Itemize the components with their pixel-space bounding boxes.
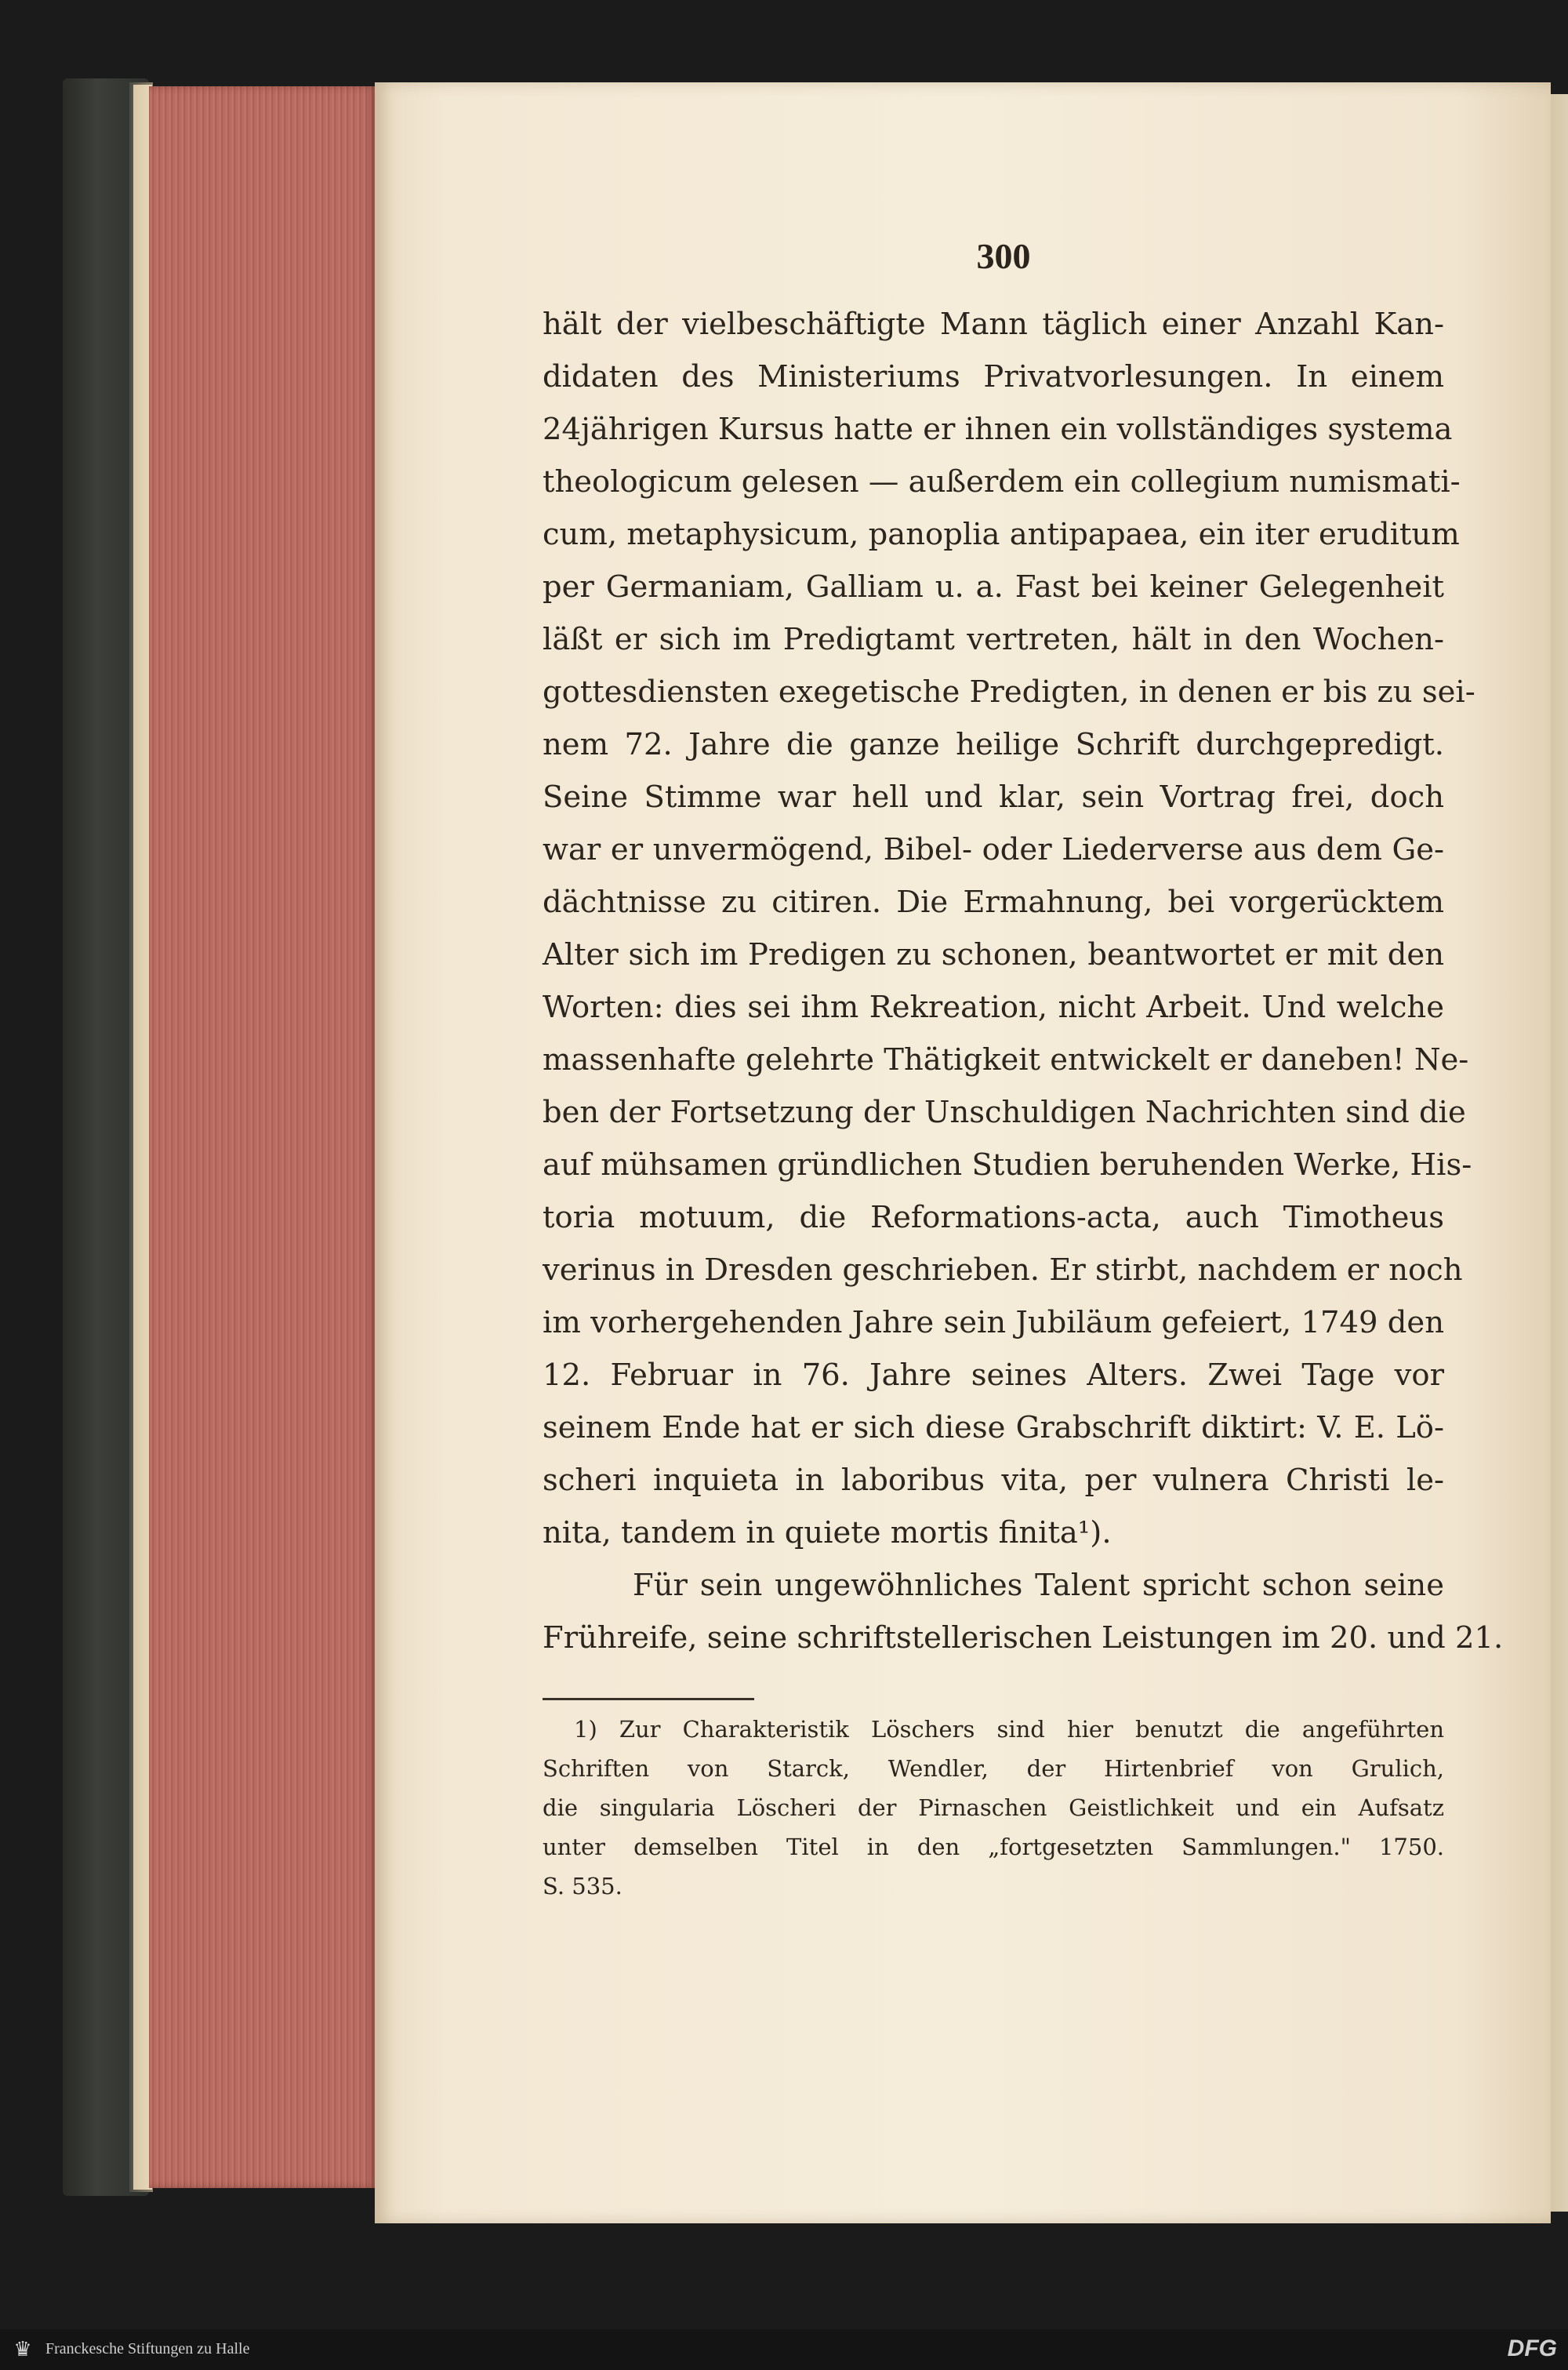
footnote-line: 1) Zur Charakteristik Löschers sind hier benutzt die angeführten [574,1716,1444,1743]
body-line: dächtnisse zu citiren. Die Ermahnung, bei vorgerücktem [543,885,1444,920]
body-line: scheri inquieta in laboribus vita, per vulnera Christi le- [543,1463,1444,1498]
footnote-line: Schriften von Starck, Wendler, der Hirtenbrief von Grulich, [543,1755,1444,1782]
body-line: Frühreife, seine schriftstellerischen Leistungen im 20. und 21. [543,1620,1504,1656]
body-line: per Germaniam, Galliam u. a. Fast bei keiner Gelegenheit [543,569,1444,605]
body-line: nita, tandem in quiete mortis finita¹). [543,1515,1112,1550]
body-line: Seine Stimme war hell und klar, sein Vortrag frei, doch [543,780,1444,815]
body-text [543,298,1504,1664]
body-line: hält der vielbeschäftigte Mann täglich einer Anzahl Kan- [543,307,1444,342]
body-line: war er unvermögend, Bibel- oder Liederverse aus dem Ge- [543,832,1444,867]
body-line: läßt er sich im Predigtamt vertreten, hält in den Wochen- [543,622,1444,657]
body-line: theologicum gelesen — außerdem ein collegium numismati- [543,464,1461,500]
red-page-edges [149,86,376,2188]
body-line: Alter sich im Predigen zu schonen, beantwortet er mit den [543,937,1444,972]
body-line: 12. Februar in 76. Jahre seines Alters. Zwei Tage vor [543,1358,1444,1393]
body-line: toria motuum, die Reformations-acta, auch Timotheus [543,1200,1444,1235]
body-line: didaten des Ministeriums Privatvorlesungen. In einem [543,359,1444,394]
body-line: seinem Ende hat er sich diese Grabschrift diktirt: V. E. Lö- [543,1410,1444,1445]
body-line: im vorhergehenden Jahre sein Jubiläum gefeiert, 1749 den [543,1305,1444,1340]
body-line: massenhafte gelehrte Thätigkeit entwickelt er daneben! Ne- [543,1042,1469,1078]
body-line: Für sein ungewöhnliches Talent spricht schon seine [633,1568,1444,1603]
footnote [543,1710,1444,1906]
institution-crest-icon: ♛ [13,2338,32,2361]
footnote-rule [543,1698,754,1700]
footnote-line: S. 535. [543,1873,622,1899]
dfg-logo: DFG [1507,2335,1557,2361]
body-line: nem 72. Jahre die ganze heilige Schrift durchgepredigt. [543,727,1444,762]
body-line: gottesdiensten exegetische Predigten, in denen er bis zu sei- [543,674,1475,710]
body-line: ben der Fortsetzung der Unschuldigen Nachrichten sind die [543,1095,1466,1130]
footnote-line: unter demselben Titel in den „fortgesetzten Sammlungen." 1750. [543,1834,1444,1860]
institution-name: Franckesche Stiftungen zu Halle [45,2340,250,2357]
body-line: verinus in Dresden geschrieben. Er stirbt, nachdem er noch [543,1252,1463,1288]
footnote-line: die singularia Löscheri der Pirnaschen Geistlichkeit und ein Aufsatz [543,1794,1444,1821]
body-line: cum, metaphysicum, panoplia antipapaea, ein iter eruditum [543,517,1460,552]
page-number: 300 [976,236,1031,276]
body-line: auf mühsamen gründlichen Studien beruhenden Werke, His- [543,1147,1472,1183]
body-line: Worten: dies sei ihm Rekreation, nicht Arbeit. Und welche [543,990,1444,1025]
body-line: 24jährigen Kursus hatte er ihnen ein vollständiges systema [543,412,1453,447]
